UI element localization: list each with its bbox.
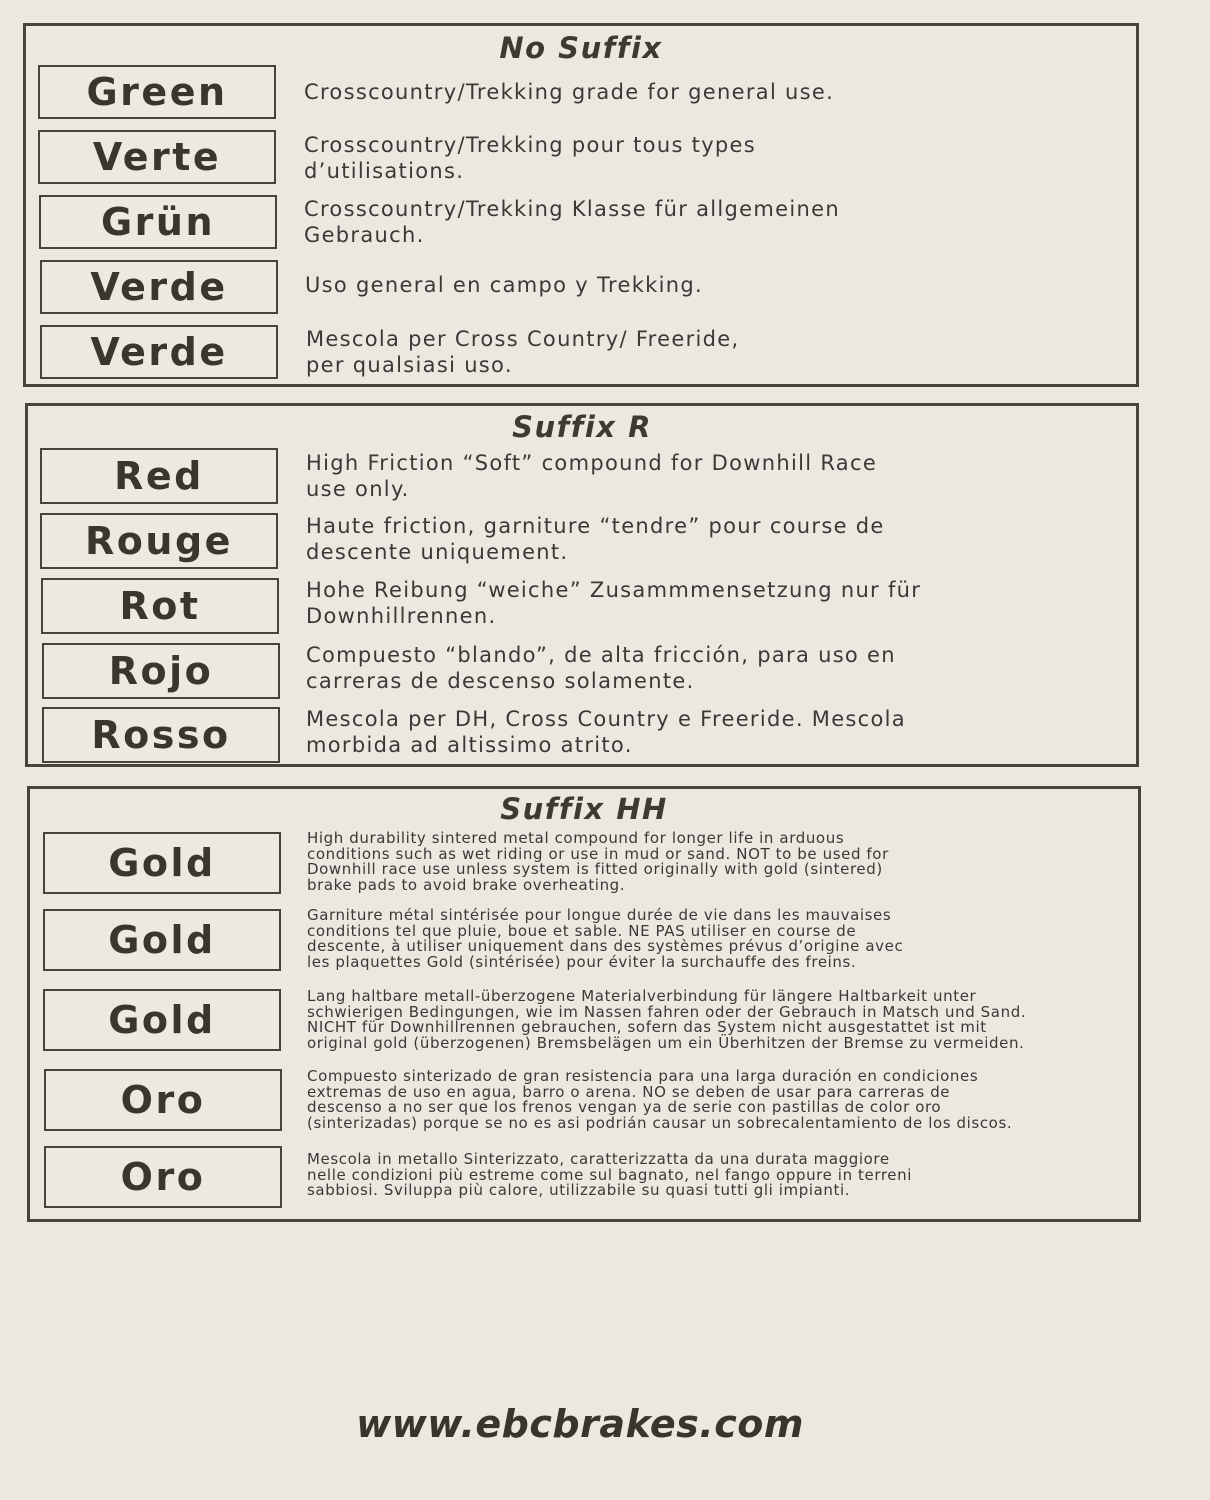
- compound-description: Mescola in metallo Sinterizzato, caratterizzatta da una durata maggiore nelle condizioni più estreme come sul bagnato, nel fango oppure in terreni sabbiosi. Sviluppa più calore, utilizzabile su quasi tutti gli impianti.: [307, 1150, 913, 1199]
- section-title: No Suffix: [499, 31, 663, 65]
- compound-label-oro: Oro: [44, 1069, 282, 1131]
- section-suffix-r: [25, 403, 1139, 767]
- compound-label-oro-it: Oro: [44, 1146, 282, 1208]
- compound-label-rojo: Rojo: [42, 643, 280, 699]
- compound-label-verde-it: Verde: [40, 325, 278, 379]
- compound-label-rouge: Rouge: [40, 513, 278, 569]
- compound-label-green: Green: [38, 65, 276, 119]
- compound-label-gold: Gold: [43, 832, 281, 894]
- section-title: Suffix R: [512, 410, 652, 444]
- compound-label-gold-fr: Gold: [43, 909, 281, 971]
- compound-description: Garniture métal sintérisée pour longue durée de vie dans les mauvaises conditions tel que pluie, boue et sable. NE PAS utiliser en course de descente, à utiliser uniquement dans des systèmes prévus d’origine avec les plaquettes Gold (sintérisée) pour éviter la surchauffe des freins.: [307, 906, 904, 971]
- compound-description: Mescola per Cross Country/ Freeride, per qualsiasi uso.: [306, 327, 740, 377]
- compound-description: Compuesto “blando”, de alta fricción, para uso en carreras de descenso solamente.: [306, 643, 896, 693]
- section-suffix-hh: [27, 786, 1141, 1222]
- compound-label-verde: Verde: [40, 260, 278, 314]
- compound-description: Lang haltbare metall-überzogene Materialverbindung für längere Haltbarkeit unter schwierigen Bedingungen, wie im Nassen fahren oder der Gebrauch in Matsch und Sand. NICHT für Downhillrennen gebrauchen, sofern das System nicht ausgestattet ist mit original gold (überzogenen) Bremsbelägen um ein Überhitzen der Bremse zu vermeiden.: [307, 987, 1027, 1052]
- compound-description: Crosscountry/Trekking Klasse für allgemeinen Gebrauch.: [304, 197, 840, 247]
- compound-description: High durability sintered metal compound for longer life in arduous conditions such as wet riding or use in mud or sand. NOT to be used for Downhill race use unless system is fitted originally with gold (sintered) brake pads to avoid brake overheating.: [307, 829, 889, 894]
- compound-label-rosso: Rosso: [42, 707, 280, 763]
- section-title: Suffix HH: [500, 792, 668, 826]
- section-no-suffix: [23, 23, 1139, 387]
- compound-description: Uso general en campo y Trekking.: [305, 273, 703, 297]
- compound-label-rot: Rot: [41, 578, 279, 634]
- website-url: www.ebcbrakes.com: [356, 1402, 804, 1446]
- compound-description: Mescola per DH, Cross Country e Freeride. Mescola morbida ad altissimo atrito.: [306, 707, 906, 757]
- compound-label-verte: Verte: [38, 130, 276, 184]
- compound-description: Hohe Reibung “weiche” Zusammmensetzung nur für Downhillrennen.: [306, 578, 922, 628]
- compound-label-grun: Grün: [39, 195, 277, 249]
- compound-description: Compuesto sinterizado de gran resistencia para una larga duración en condiciones extremas de uso en agua, barro o arena. NO se deben de usar para carreras de descenso a no ser que los frenos vengan ya de serie con pastillas de color oro (sinterizadas) porque se no es asi podrián causar un sobrecalentamiento de los discos.: [307, 1067, 1013, 1132]
- compound-description: High Friction “Soft” compound for Downhill Race use only.: [306, 451, 878, 501]
- compound-description: Crosscountry/Trekking grade for general use.: [304, 80, 835, 104]
- compound-description: Crosscountry/Trekking pour tous types d’utilisations.: [304, 133, 757, 183]
- compound-description: Haute friction, garniture “tendre” pour course de descente uniquement.: [306, 514, 885, 564]
- compound-label-red: Red: [40, 448, 278, 504]
- compound-label-gold-de: Gold: [43, 989, 281, 1051]
